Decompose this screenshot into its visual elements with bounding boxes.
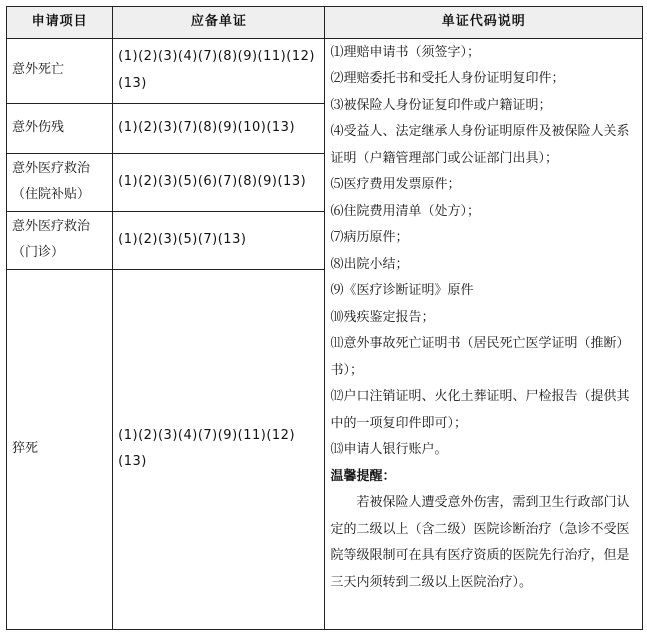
code-line: ⑵理赔委托书和受托人身份证明复印件；: [330, 71, 565, 86]
code-line: ⑸医疗费用发票原件；: [330, 177, 461, 192]
code-line: ⑹住院费用清单（处方）；: [330, 203, 480, 219]
row-item: 意外死亡: [7, 38, 113, 103]
tip-body: 若被保险人遭受意外伤害，需到卫生行政部门认定的二级以上（含二级）医院诊断治疗（急诊不受医院等级限制可在具有医疗资质的医院先行治疗，但是三天内须转到二级以上医院治疗）。: [330, 495, 630, 590]
row-item: 猝死: [7, 269, 113, 630]
row-docs: (1)(2)(3)(5)(7)(13): [113, 211, 325, 269]
code-line: ⑺病历原件；: [330, 230, 409, 245]
header-item: 申请项目: [7, 7, 113, 39]
claim-documents-table: [6, 6, 643, 630]
code-line: ⑷受益人、法定继承人身份证明原件及被保险人关系证明（户籍管理部门或公证部门出具）；: [330, 124, 630, 166]
row-docs: (1)(2)(3)(4)(7)(8)(9)(11)(12)(13): [113, 38, 325, 103]
header-codes: 单证代码说明: [325, 7, 643, 39]
row-item: 意外医疗救治（门诊）: [7, 211, 113, 269]
code-descriptions: [325, 38, 643, 630]
header-row: [7, 7, 643, 39]
table-row: [7, 38, 643, 103]
row-docs: (1)(2)(3)(4)(7)(9)(11)(12)(13): [113, 269, 325, 630]
code-line: ⑻出院小结；: [330, 256, 409, 272]
code-line: ⑼《医疗诊断证明》原件: [330, 283, 474, 298]
tip-title: 温馨提醒：: [330, 468, 396, 484]
code-line: ⑿户口注销证明、火化土葬证明、尸检报告（提供其中的一项复印件即可）；: [330, 389, 630, 431]
code-line: ⑴理赔申请书（须签字）；: [330, 44, 480, 60]
row-docs: (1)(2)(3)(7)(8)(9)(10)(13): [113, 103, 325, 153]
row-item: 意外伤残: [7, 103, 113, 153]
row-docs: (1)(2)(3)(5)(6)(7)(8)(9)(13): [113, 153, 325, 211]
claim-documents-table-wrap: [6, 6, 643, 630]
row-item: 意外医疗救治（住院补贴）: [7, 153, 113, 211]
header-docs: 应备单证: [113, 7, 325, 39]
code-line: ⑾意外事故死亡证明书（居民死亡医学证明（推断）书）；: [330, 336, 630, 378]
code-line: ⑽残疾鉴定报告；: [330, 309, 435, 325]
code-line: ⒀申请人银行账户。: [330, 442, 448, 457]
code-line: ⑶被保险人身份证复印件或户籍证明；: [330, 97, 552, 113]
